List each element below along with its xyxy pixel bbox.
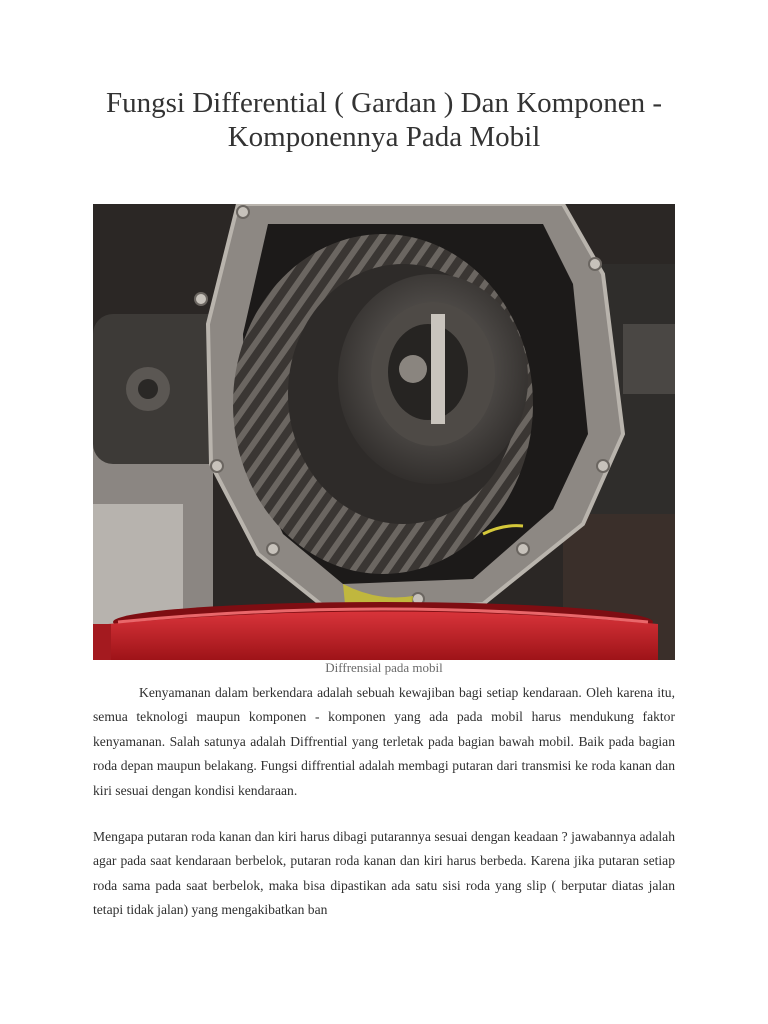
document-title: Fungsi Differential ( Gardan ) Dan Komponen - Komponennya Pada Mobil bbox=[106, 87, 662, 153]
paragraph-2: Mengapa putaran roda kanan dan kiri harus dibagi putarannya sesuai dengan keadaan ? jawabannya adalah agar pada saat kendaraan berbelok, putaran roda kanan dan kiri harus berbeda. Karena jika putaran setiap roda sama pada saat berbelok, maka bisa dipastikan ada satu sisi roda yang slip ( berputar diatas jalan tetapi tidak jalan) yang mengakibatkan ban bbox=[93, 829, 675, 918]
paragraph-1: Kenyamanan dalam berkendara adalah sebuah kewajiban bagi setiap kendaraan. Oleh karena itu, semua teknologi maupun komponen - komponen yang ada pada mobil harus mendukung faktor kenyamanan. Salah satunya adalah Diffrential yang terletak pada bagian bawah mobil. Baik pada bagian roda depan maupun belakang. Fungsi diffrential adalah membagi putaran dari transmisi ke roda kanan dan kiri sesuai dengan kondisi kendaraan. bbox=[93, 685, 675, 798]
differential-photo bbox=[93, 204, 675, 660]
figure-caption: Diffrensial pada mobil bbox=[325, 660, 443, 675]
